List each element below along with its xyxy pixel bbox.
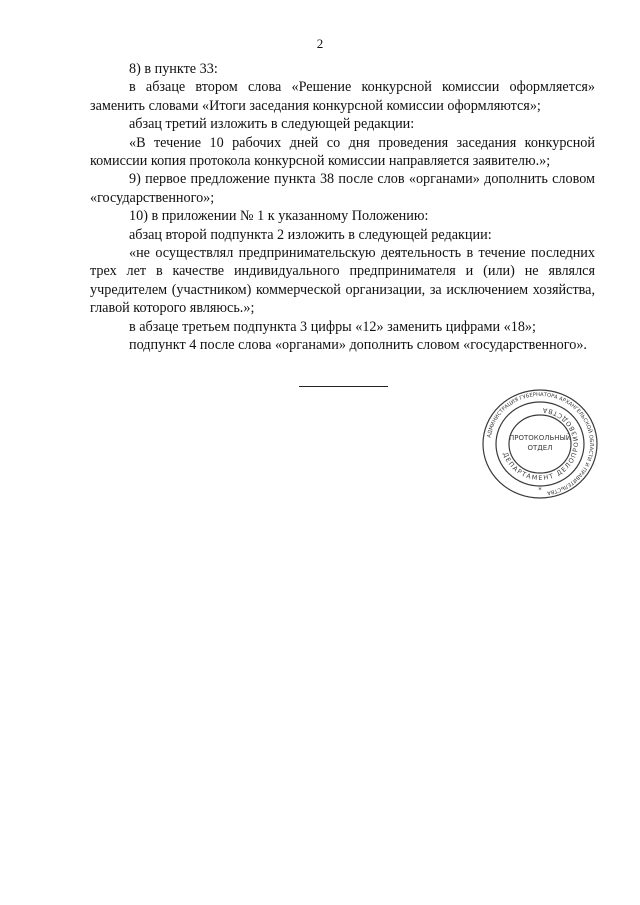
paragraph-quote-protocol: «В течение 10 рабочих дней со дня проведения заседания конкурсной комиссии копия протокола конкурсной комиссии направляется заявителю.»; [90, 134, 595, 170]
document-body [90, 60, 595, 355]
end-divider-line [299, 386, 388, 387]
official-seal-stamp [480, 388, 600, 500]
seal-star-icon: * [538, 486, 542, 494]
seal-inner-ring-text: ДЕПАРТАМЕНТ ДЕЛОПРОИЗВОДСТВА [501, 405, 581, 483]
paragraph-item-10: 10) в приложении № 1 к указанному Положению: [129, 208, 429, 225]
paragraph-third-abzac: абзац третий изложить в следующей редакции: [129, 116, 415, 133]
paragraph-second-abzac: абзац второй подпункта 2 изложить в следующей редакции: [129, 226, 492, 243]
seal-ring-text: АДМИНИСТРАЦИЯ ГУБЕРНАТОРА АРХАНГЕЛЬСКОЙ ОБЛАСТИ И ПРАВИТЕЛЬСТВА [486, 391, 595, 496]
paragraph-item-8: 8) в пункте 33: [129, 61, 218, 77]
paragraph-item-9: 9) первое предложение пункта 38 после слов «органами» дополнить словом «государственного»; [90, 171, 595, 206]
paragraph-subitem-4: подпункт 4 после слова «органами» дополнить словом «государственного». [129, 337, 587, 354]
paragraph-quote-entrepreneur: «не осуществлял предпринимательскую деятельность в течение последних трех лет в качестве индивидуального предпринимателя и (или) не являлся учредителем (участником) коммерческой организации, за исключением хозяйства, главой которого являюсь.»; [90, 245, 595, 317]
page-number: 2 [316, 36, 324, 51]
seal-center-line-2: ОТДЕЛ [527, 444, 553, 452]
paragraph-digits-replace: в абзаце третьем подпункта 3 цифры «12» заменить цифрами «18»; [129, 318, 536, 335]
paragraph-replace-words: в абзаце втором слова «Решение конкурсной комиссии оформляется» заменить словами «Итоги заседания конкурсной комиссии оформляются»; [90, 79, 595, 114]
seal-center-line-1: ПРОТОКОЛЬНЫЙ [508, 434, 572, 442]
